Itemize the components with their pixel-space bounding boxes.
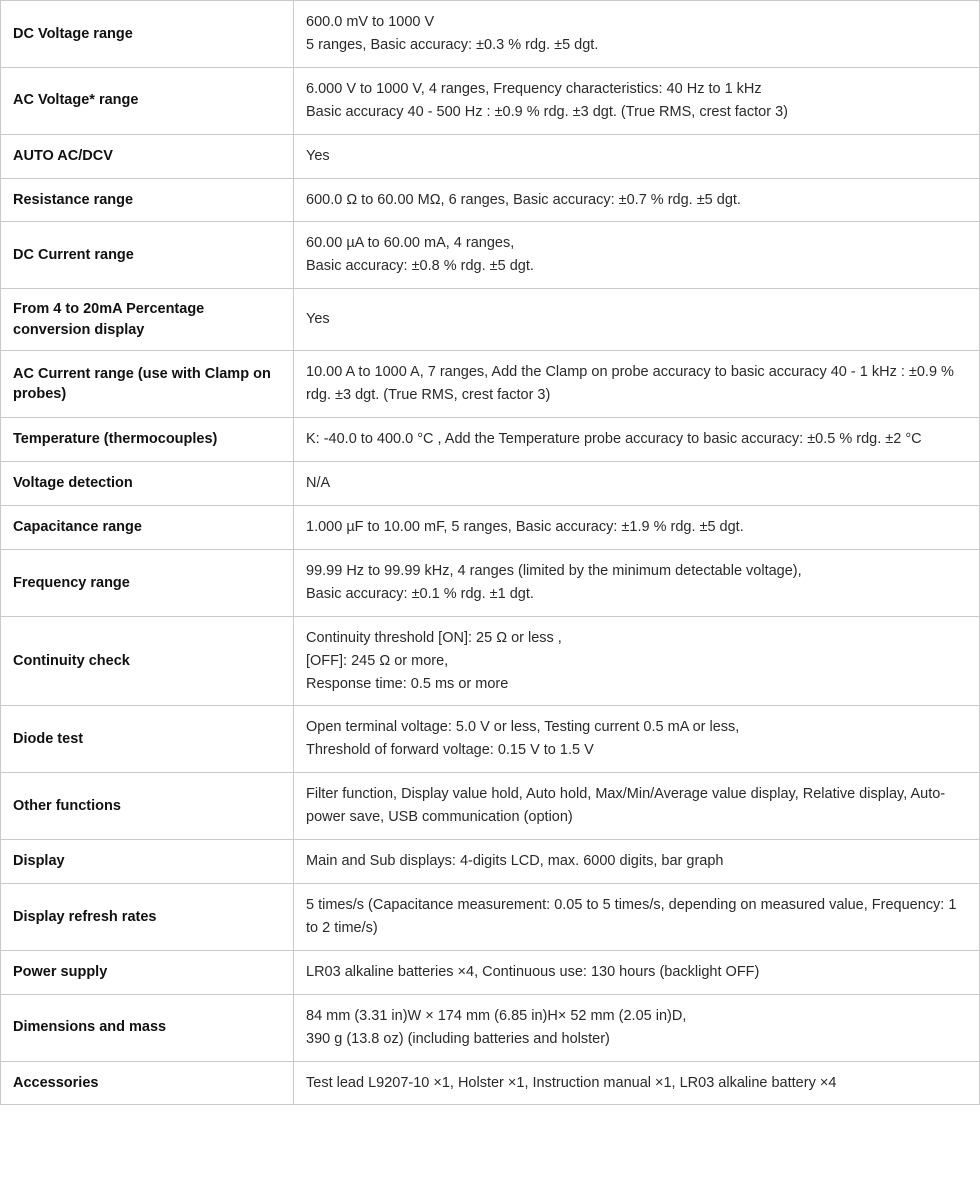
spec-value-line: 10.00 A to 1000 A, 7 ranges, Add the Clamp on probe accuracy to basic accuracy 40 - 1 kHz : ±0.9 % rdg. ±3 dgt. (True RMS, crest factor 3) [306,364,954,404]
spec-value-line: Response time: 0.5 ms or more [306,675,509,692]
table-row [1,418,980,462]
spec-label: Resistance range [1,178,294,222]
spec-label: Power supply [1,950,294,994]
spec-value-line: 5 times/s (Capacitance measurement: 0.05 to 5 times/s, depending on measured value, Frequency: 1 to 2 time/s) [306,897,957,936]
spec-label: Dimensions and mass [1,994,294,1061]
spec-value [294,616,980,706]
spec-value-line: Open terminal voltage: 5.0 V or less, Testing current 0.5 mA or less, [306,719,740,736]
spec-label: Accessories [1,1061,294,1105]
table-row [1,289,980,351]
spec-value-line: 600.0 Ω to 60.00 MΩ, 6 ranges, Basic accuracy: ±0.7 % rdg. ±5 dgt. [306,191,741,208]
table-row [1,706,980,773]
spec-value [294,67,980,134]
spec-label: AC Voltage* range [1,67,294,134]
spec-value [294,134,980,178]
spec-label: From 4 to 20mA Percentage conversion display [1,289,294,351]
spec-value [294,289,980,351]
spec-value-line: 6.000 V to 1000 V, 4 ranges, Frequency characteristics: 40 Hz to 1 kHz [306,80,762,97]
spec-label: Capacitance range [1,506,294,550]
spec-value-line: 1.000 µF to 10.00 mF, 5 ranges, Basic accuracy: ±1.9 % rdg. ±5 dgt. [306,519,744,536]
spec-value-line: Threshold of forward voltage: 0.15 V to 1.5 V [306,742,594,759]
spec-label: AC Current range (use with Clamp on probes) [1,351,294,418]
spec-value [294,506,980,550]
spec-value-line: Yes [306,147,330,164]
spec-label: Frequency range [1,549,294,616]
table-row [1,178,980,222]
spec-value-line: 60.00 µA to 60.00 mA, 4 ranges, [306,235,515,252]
spec-label: Continuity check [1,616,294,706]
spec-value-line: 84 mm (3.31 in)W × 174 mm (6.85 in)H× 52 mm (2.05 in)D, [306,1007,687,1024]
spec-value-line: 390 g (13.8 oz) (including batteries and holster) [306,1030,610,1047]
table-row [1,351,980,418]
spec-label: Other functions [1,773,294,840]
spec-value [294,706,980,773]
spec-label: AUTO AC/DCV [1,134,294,178]
table-row [1,222,980,289]
table-row [1,134,980,178]
spec-value [294,351,980,418]
spec-value-line: Basic accuracy: ±0.8 % rdg. ±5 dgt. [306,258,534,275]
spec-value-line: Test lead L9207-10 ×1, Holster ×1, Instruction manual ×1, LR03 alkaline battery ×4 [306,1074,837,1091]
spec-value [294,178,980,222]
table-row [1,506,980,550]
table-row [1,950,980,994]
spec-value [294,549,980,616]
spec-value-line: 99.99 Hz to 99.99 kHz, 4 ranges (limited by the minimum detectable voltage), [306,562,802,579]
table-row [1,549,980,616]
spec-value [294,994,980,1061]
spec-value [294,840,980,884]
spec-value-line: LR03 alkaline batteries ×4, Continuous use: 130 hours (backlight OFF) [306,963,760,980]
spec-value-line: Yes [306,311,330,328]
spec-value [294,462,980,506]
table-row [1,67,980,134]
spec-value-line: Filter function, Display value hold, Auto hold, Max/Min/Average value display, Relative display, Auto-power save, USB communication (option) [306,786,946,826]
table-row [1,994,980,1061]
spec-label: Temperature (thermocouples) [1,418,294,462]
spec-value-line: N/A [306,475,331,492]
table-row [1,462,980,506]
spec-value-line: [OFF]: 245 Ω or more, [306,652,449,669]
spec-value-line: Basic accuracy 40 - 500 Hz : ±0.9 % rdg. ±3 dgt. (True RMS, crest factor 3) [306,103,788,120]
spec-value-line: Continuity threshold [ON]: 25 Ω or less , [306,629,562,646]
spec-label: Display [1,840,294,884]
spec-value [294,884,980,951]
spec-value [294,418,980,462]
spec-value [294,1061,980,1105]
spec-label: Display refresh rates [1,884,294,951]
spec-label: Voltage detection [1,462,294,506]
table-row [1,616,980,706]
spec-label: DC Current range [1,222,294,289]
specifications-table-body [1,1,980,1105]
spec-value-line: Basic accuracy: ±0.1 % rdg. ±1 dgt. [306,585,534,602]
table-row [1,1061,980,1105]
spec-value [294,222,980,289]
table-row [1,1,980,68]
table-row [1,840,980,884]
spec-value-line: 5 ranges, Basic accuracy: ±0.3 % rdg. ±5 dgt. [306,36,599,53]
spec-label: DC Voltage range [1,1,294,68]
spec-value [294,773,980,840]
spec-label: Diode test [1,706,294,773]
table-row [1,773,980,840]
spec-value-line: 600.0 mV to 1000 V [306,14,435,30]
table-row [1,884,980,951]
spec-value [294,950,980,994]
spec-value-line: K: -40.0 to 400.0 °C , Add the Temperature probe accuracy to basic accuracy: ±0.5 % rdg. ±2 °C [306,431,922,448]
spec-value-line: Main and Sub displays: 4-digits LCD, max. 6000 digits, bar graph [306,853,724,870]
spec-value [294,1,980,68]
